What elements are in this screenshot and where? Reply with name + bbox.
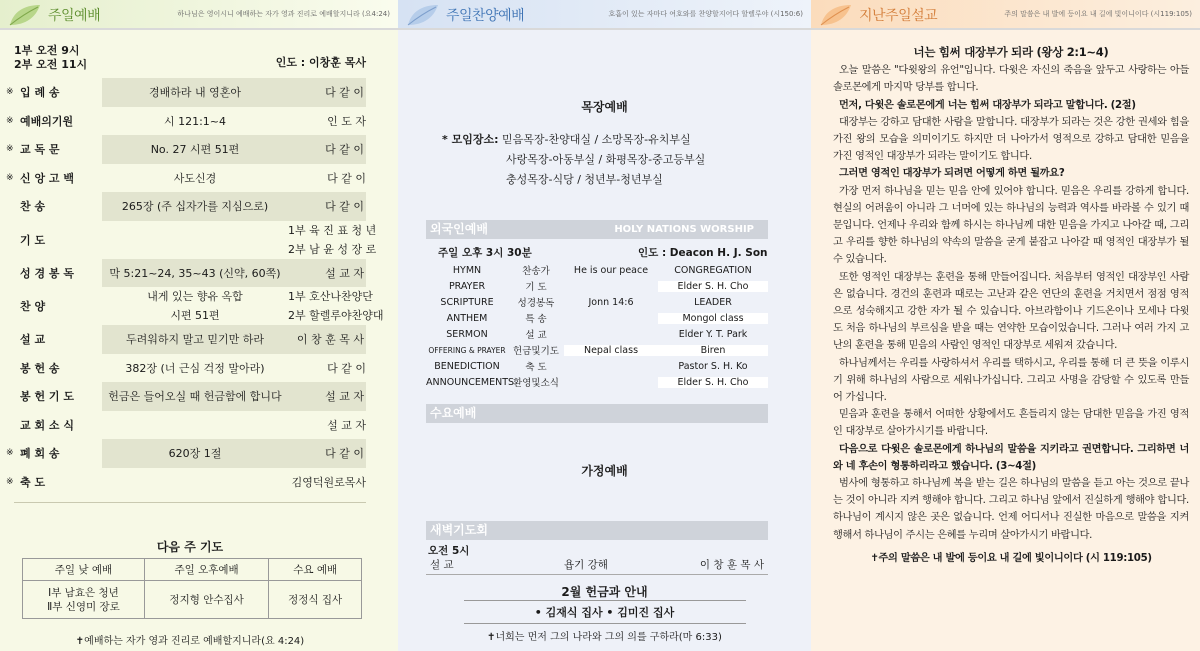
sermon-title: 너는 힘써 대장부가 되라 (왕상 2:1~4) [913, 45, 1109, 59]
foreign-person: Elder S. H. Cho [658, 377, 768, 388]
order-person: 다 같 이 [288, 78, 366, 107]
panel-header [0, 0, 398, 30]
order-person: 이 창 훈 목 사 [288, 325, 366, 354]
order-person: 다 같 이 [327, 171, 366, 185]
order-name: 설 교 [20, 333, 46, 347]
order-row [14, 287, 384, 325]
order-row [14, 325, 366, 354]
order-row [14, 354, 366, 383]
place-line: 믿음목장-찬양대실 / 소망목장-유치부실 [502, 133, 691, 146]
foreign-person: Elder Y. T. Park [678, 328, 748, 340]
foreign-row [426, 278, 768, 294]
sermon-paragraph: 먼저, 다윗은 솔로몬에게 너는 힘써 대장부가 되라고 말합니다. (2절) [839, 99, 1136, 111]
worship-order-panel [0, 0, 398, 651]
foreign-item-ko: 설 교 [525, 330, 547, 341]
divider [14, 502, 366, 503]
foreign-item-en: SCRIPTURE [440, 296, 494, 308]
foreign-item-ko: 성경봉독 [517, 298, 555, 309]
order-content: 내게 있는 향유 옥합 시편 51편 [147, 290, 243, 322]
foreign-item-ko: 환영및소식 [513, 378, 559, 389]
foreign-row [426, 326, 768, 342]
panel-footer-verse: ✝너희는 먼저 그의 나라와 그의 의를 구하라(마 6:33) [487, 632, 722, 643]
sermon-paragraphs [833, 62, 1189, 544]
dawn-content: 욥기 강해 [564, 559, 608, 571]
panel-title: 지난주일설교 [859, 8, 938, 24]
foreign-item-ko: 기 도 [525, 282, 547, 293]
order-person: 다 같 이 [288, 192, 366, 221]
order-name: 예배의기원 [20, 114, 74, 128]
foreign-order-table [426, 262, 768, 390]
order-name: 신 앙 고 백 [20, 171, 74, 185]
order-name: 찬 양 [20, 300, 46, 313]
foreign-worship-bar [426, 220, 768, 239]
offering-list: • 김재식 집사 • 김미진 집사 [534, 606, 675, 619]
foreign-item-en: BENEDICTION [434, 360, 500, 372]
order-row [6, 107, 366, 136]
sermon-paragraph: 그러면 영적인 대장부가 되려면 어떻게 하면 될까요? [839, 168, 1065, 180]
dawn-row [426, 557, 768, 575]
order-row [14, 382, 366, 411]
foreign-content: Jonn 14:6 [588, 296, 634, 308]
service-time-2: 2부 오전 11시 [14, 58, 88, 71]
order-list [6, 78, 384, 503]
order-name: 봉 헌 기 도 [20, 390, 74, 404]
section-title: 새벽기도회 [430, 523, 488, 537]
order-content: 시 121:1~4 [163, 114, 227, 128]
header-verse: 하나님은 영이시니 예배하는 자가 영과 진리로 예배할지니라 (요4:24) [177, 10, 390, 18]
prayer-header: 주일 오후예배 [144, 559, 268, 581]
order-row [14, 192, 366, 221]
meeting-places [442, 130, 705, 190]
foreign-content: Nepal class [564, 345, 658, 356]
order-person: 설 교 자 [288, 382, 366, 411]
panel-footer-verse: ✝주의 말씀은 내 발에 등이요 내 길에 빛이니이다 (시 119:105) [870, 552, 1152, 564]
prayer-cell: Ⅰ부 남효은 청년 Ⅱ부 신영미 장로 [23, 581, 145, 619]
next-prayer-title: 다음 주 기도 [156, 540, 224, 554]
foreign-item-en: OFFERING & PRAYER [428, 345, 506, 355]
foreign-item-ko: 축 도 [525, 362, 547, 373]
standing-mark: ※ [6, 448, 14, 458]
order-person: 다 같 이 [327, 361, 366, 375]
panel-title: 주일찬양예배 [446, 8, 525, 24]
order-content: 382장 (너 근심 걱정 말아라) [125, 361, 265, 375]
foreign-person: Mongol class [658, 313, 768, 324]
order-row [14, 259, 366, 288]
dawn-preacher: 이 창 훈 목 사 [699, 559, 764, 571]
order-content: 헌금은 들어오실 때 헌금함에 합니다 [102, 382, 288, 411]
offering-title: 2월 헌금과 안내 [561, 585, 648, 599]
foreign-time: 주일 오후 3시 30분 [438, 247, 532, 259]
foreign-person: Elder S. H. Cho [658, 281, 768, 292]
order-person: 인 도 자 [327, 114, 366, 128]
sermon-paragraph: 하나님께서는 우리를 사랑하셔서 우리를 택하시고, 우리를 통해 더 큰 뜻을 이루시기 위해 하나님의 사람으로 세워나가십니다. 그리고 사명을 감당할 수 있도록 만들어 가십니다. [833, 357, 1189, 404]
order-content: 두려워하지 말고 믿기만 하라 [102, 325, 288, 354]
foreign-item-en: ANNOUNCEMENTS [426, 376, 515, 388]
foreign-item-en: SERMON [446, 328, 488, 340]
service-time-1: 1부 오전 9시 [14, 44, 80, 57]
order-content: 사도신경 [173, 171, 217, 185]
places-label: * 모임장소: [442, 133, 499, 146]
order-of-service [6, 44, 384, 503]
sermon-paragraph: 대장부는 강하고 담대한 사람을 말합니다. 대장부가 되라는 것은 강한 권세와 힘을 가진 왕의 모습을 의미이기도 하지만 더 나아가서 영적으로 강하고 담대한 믿음을 가진 영적인 대장부가 되라는 말이기도 합니다. [833, 116, 1189, 163]
standing-mark: ※ [6, 476, 14, 487]
foreign-item-en: PRAYER [448, 280, 486, 292]
leaf-icon [8, 3, 42, 27]
sermon-paragraph: 믿음과 훈련을 통해서 어떠한 상황에서도 흔들리지 않는 담대한 믿음을 가진 영적인 대장부로 살아가시기를 바랍니다. [833, 409, 1189, 438]
prayer-header: 주일 낮 예배 [23, 559, 145, 581]
foreign-item-ko: 찬송가 [522, 266, 550, 277]
order-row [14, 411, 366, 440]
order-name: 기 도 [20, 233, 46, 247]
order-row [6, 468, 366, 497]
foreign-row [426, 374, 768, 390]
foreign-row [426, 262, 768, 278]
order-row [6, 135, 366, 164]
last-sermon-panel [811, 0, 1200, 651]
divider [464, 600, 746, 601]
order-name: 찬 송 [20, 200, 46, 214]
order-row [6, 78, 366, 107]
sermon-paragraph: 또한 영적인 대장부는 훈련을 통해 만들어집니다. 처음부터 영적인 대장부인 사람은 없습니다. 경건의 훈련과 때로는 고난과 같은 연단의 훈련을 거치면서 점점 영적으로 성숙해지고 강한 자가 될 수 있습니다. 아브라함이나 기드온이나 모세나 다윗도 처음 하나님의 부르심을 받을 때는 연약한 모습이었습니다. 그러나 여러 가지 고난의 훈련을 통해 믿음의 사람인 영적인 대장부로 세워져 갔습니다. [833, 271, 1189, 352]
prayer-table [22, 558, 362, 619]
order-name: 교 독 문 [20, 143, 60, 157]
foreign-person: Pastor S. H. Ko [678, 360, 748, 372]
dawn-item: 설 교 [430, 559, 454, 571]
foreign-person: CONGREGATION [674, 264, 752, 276]
wednesday-bar [426, 404, 768, 423]
panel-header [811, 0, 1200, 30]
divider [464, 623, 746, 624]
foreign-item-ko: 특 송 [525, 314, 547, 325]
order-person: 설 교 자 [327, 418, 366, 432]
foreign-row [426, 358, 768, 374]
header-verse: 호흡이 있는 자마다 여호와를 찬양할지어다 할렐루야 (시150:6) [608, 10, 803, 18]
order-person: 다 같 이 [288, 135, 366, 164]
order-name: 입 례 송 [20, 86, 60, 100]
order-content: 막 5:21~24, 35~43 (신약, 60쪽) [102, 259, 288, 288]
foreign-item-en: ANTHEM [446, 312, 488, 324]
sermon-paragraph: 오늘 말씀은 "다윗왕의 유언"입니다. 다윗은 자신의 죽음을 앞두고 사랑하는 아들 솔로몬에게 마지막 당부를 합니다. [833, 65, 1189, 94]
dawn-time: 오전 5시 [428, 545, 470, 557]
praise-worship-panel [398, 0, 811, 651]
leaf-icon [406, 3, 440, 27]
panel-footer-verse: ✝예배하는 자가 영과 진리로 예배할지니라(요 4:24) [75, 636, 305, 647]
dawn-prayer-bar [426, 521, 768, 540]
foreign-row [426, 294, 768, 310]
prayer-cell: 정정식 집사 [269, 581, 362, 619]
order-content: 620장 1절 [102, 439, 288, 468]
mokjang-title: 목장예배 [581, 100, 628, 114]
order-person: 다 같 이 [288, 439, 366, 468]
foreign-item-ko: 헌금및기도 [513, 346, 559, 357]
standing-mark: ※ [6, 172, 14, 183]
section-title: 수요예배 [430, 406, 477, 420]
prayer-cell: 정지형 안수집사 [144, 581, 268, 619]
next-week-prayer [14, 536, 366, 619]
panel-title: 주일예배 [48, 8, 101, 24]
sermon-body [833, 44, 1189, 567]
order-content: No. 27 시편 51편 [102, 135, 288, 164]
foreign-content: He is our peace [573, 264, 649, 276]
order-name: 봉 헌 송 [20, 361, 60, 375]
order-person: 1부 호산나찬양단 2부 할렐루야찬양대 [288, 290, 384, 322]
header-verse: 주의 말씀은 내 발에 등이요 내 길에 빛이니이다 (시119:105) [1004, 10, 1192, 18]
service-leader: 인도 : 이창훈 목사 [275, 56, 366, 69]
order-name: 교 회 소 식 [20, 418, 74, 432]
place-line: 사랑목장-아동부실 / 화평목장-중고등부실 [506, 153, 706, 166]
order-row [6, 439, 366, 468]
prayer-header: 수요 예배 [269, 559, 362, 581]
section-title: 외국인예배 [430, 222, 488, 236]
foreign-item-en: HYMN [452, 264, 482, 276]
order-content: 경배하라 내 영혼아 [102, 78, 288, 107]
order-row [14, 221, 377, 259]
standing-mark: ※ [6, 115, 14, 126]
standing-mark: ※ [6, 144, 14, 154]
standing-mark: ※ [6, 87, 14, 97]
foreign-person: LEADER [694, 296, 732, 308]
section-en-title: HOLY NATIONS WORSHIP [614, 224, 754, 235]
foreign-row [426, 342, 768, 358]
sermon-paragraph: 범사에 형통하고 하나님께 복을 받는 길은 하나님의 말씀을 듣고 아는 것으로 끝나는 것이 아니라 지켜 행해야 합니다. 그리고 하나님 앞에서 진실하게 행해야 합니다. 하나님이 계시지 않은 곳은 없습니다. 언제 어디서나 진실한 마음으로 말씀을 지켜 행해서 하나님이 주시는 은혜를 누리며 살아가시기 바랍니다. [833, 478, 1189, 541]
leaf-icon [819, 3, 853, 27]
order-name: 성 경 봉 독 [20, 266, 74, 280]
panel-header [398, 0, 811, 30]
foreign-person: Biren [658, 345, 768, 356]
order-content: 265장 (주 십자가를 지심으로) [102, 192, 288, 221]
sermon-paragraph: 가장 먼저 하나님을 믿는 믿음 안에 있어야 합니다. 믿음은 우리를 강하게 합니다. 현실의 어려움이 아니라 그 너머에 있는 하나님의 능력과 역사를 바라볼 수 있기 때문입니다. 언제나 우리와 함께 하시는 하나님께 대한 믿음을 가지고 나아갈 때, 그리고 우리를 향한 하나님의 약속의 말씀을 굳게 붙잡고 나아갈 때 영적인 대장부가 될 수 있습니다. [833, 185, 1189, 266]
foreign-row [426, 310, 768, 326]
sermon-paragraph: 다음으로 다윗은 솔로몬에게 하나님의 말씀을 지키라고 권면합니다. 그리하면 너와 네 후손이 형통하리라고 했습니다. (3~4절) [833, 443, 1189, 472]
order-person: 설 교 자 [288, 259, 366, 288]
service-times [14, 44, 366, 78]
place-line: 충성목장-식당 / 청년부-청년부실 [506, 173, 663, 186]
family-worship-title: 가정예배 [581, 464, 628, 478]
order-person: 1부 육 진 표 청 년 2부 남 윤 성 장 로 [288, 223, 377, 256]
order-row [6, 164, 366, 193]
order-person: 김영덕원로목사 [291, 475, 366, 489]
order-name: 폐 회 송 [20, 447, 60, 461]
foreign-leader: 인도 : Deacon H. J. Son [638, 247, 768, 259]
order-name: 축 도 [20, 475, 46, 489]
